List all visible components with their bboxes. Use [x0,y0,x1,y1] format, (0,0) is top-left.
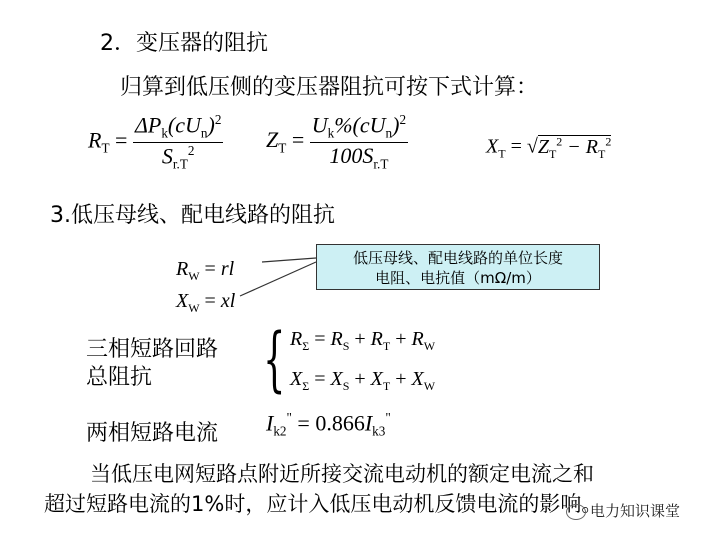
formula-zt: $Z_T$ = $\frac{U_k\%(cU_n)^2}{100S_{r.T}}$ [266,112,407,172]
zt-symbol: Z [266,127,279,153]
section-2-title: 2．变压器的阻抗 [100,31,268,56]
formula-r-sigma: $R_\Sigma = R_S + R_T + R_W$ [290,328,436,353]
callout-line-1: 低压母线、配电线路的单位长度 [352,249,563,267]
three-phase-label-2: 总阻抗 [86,365,153,390]
formula-x-sigma: $X_\Sigma = X_S + X_T + X_W$ [290,368,436,393]
three-phase-label-1: 三相短路回路 [86,337,219,362]
note-line-2: 超过短路电流的1%时，应计入低压电动机反馈电流的影响。 [44,492,603,516]
wechat-icon [566,504,586,520]
note-line-1: 当低压电网短路点附近所接交流电动机的额定电流之和 [90,462,594,486]
two-phase-coefficient: 0.866 [315,410,365,436]
formula-xt: $X_T = √Z_T^2 - R_T^2$ [486,134,612,161]
brace: { [263,318,286,400]
formula-xw: $X_W$ = xl [176,290,236,315]
two-phase-label: 两相短路电流 [86,421,219,446]
watermark [566,500,680,521]
watermark-text: 电力知识课堂 [590,502,681,520]
rt-fraction: $\frac{\Delta P_k(cU_n)^2}{S_{r.T}^2}$ [134,112,222,172]
xt-symbol: X [486,135,499,158]
rt-symbol: R [88,127,102,153]
formula-two-phase: $I_{k2}^" = 0.866I_{k3}^"$ [266,410,391,439]
zt-fraction: $\frac{U_k\%(cU_n)^2}{100S_{r.T}}$ [311,112,407,172]
callout-box [316,244,600,290]
formula-rt: $R_T$ = $\frac{\Delta P_k(cU_n)^2}{S_{r.T}^2}$ [88,112,222,172]
section-3-title: 3.低压母线、配电线路的阻抗 [50,203,335,228]
section-2-intro: 归算到低压侧的变压器阻抗可按下式计算： [120,75,539,100]
callout-line-2: 电阻、电抗值（mΩ/m） [375,269,541,287]
formula-rw: $R_W$ = rl [176,258,235,283]
